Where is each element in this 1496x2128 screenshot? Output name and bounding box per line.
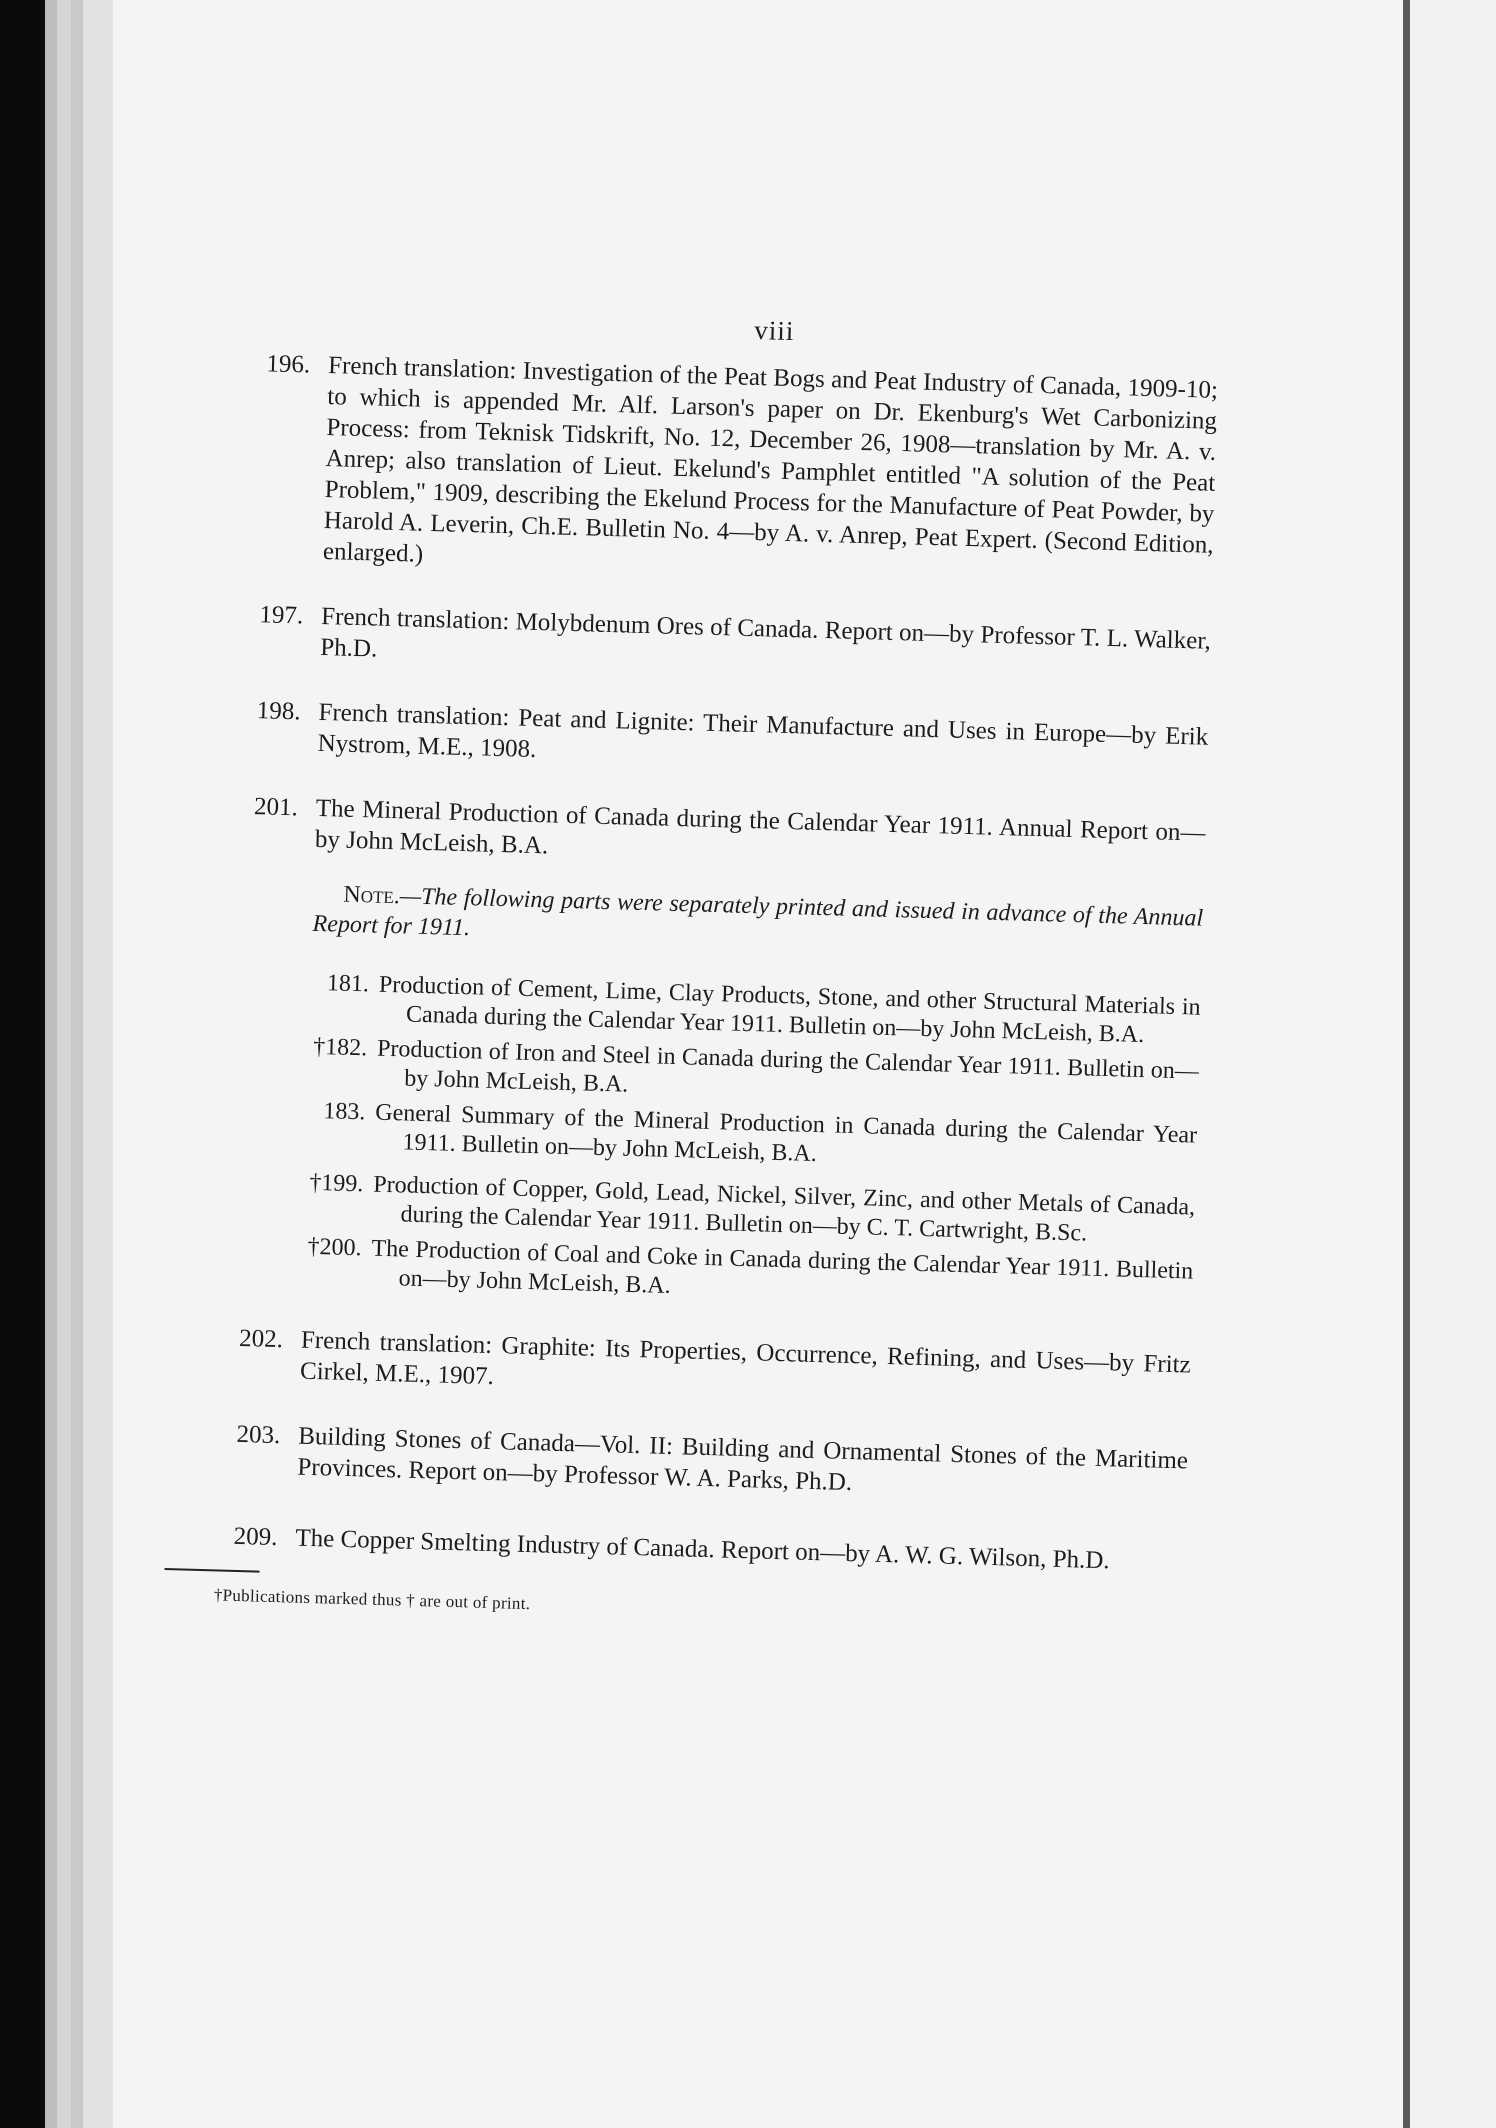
entry-number: 201. (253, 793, 299, 822)
entry-text: The Copper Smelting Industry of Canada. Report on—by A. W. G. Wilson, Ph.D. (295, 1524, 1110, 1575)
book-gutter (1403, 0, 1410, 2128)
entry-text: French translation: Investigation of the Peat Bogs and Peat Industry of Canada, 1909-10; to which is appended Mr. Alf. Larson's paper on Dr. Ekenburg's Wet Carbonizing Process: from Teknisk Tidskrift, No. 12, December 26, 1908—translation by Mr. A. v. Anrep; also translation of Lieut. Ekelund's Pamphlet entitled "A solution of the Peat Problem," 1909, describing the Ekelund Process for the Manufacture of Peat Powder, by Harold A. Leverin, Ch.E. Bulletin No. 4—by A. v. Anrep, Peat Expert. (Second Edition, enlarged.) (322, 352, 1219, 568)
entry-text: French translation: Molybdenum Ores of Canada. Report on—by Professor T. L. Walker, Ph.D. (319, 602, 1212, 663)
sub-entry-number: †199. (309, 1169, 364, 1198)
page-stack-edge (71, 0, 83, 2128)
entry-number: 197. (259, 601, 304, 630)
entry-text: The Mineral Production of Canada during the Calendar Year 1911. Annual Report on—by John McLeish, B.A. (314, 794, 1206, 860)
sub-entry-text: General Summary of the Mineral Production in Canada during the Calendar Year 1911. Bulletin on—by John McLeish, B.A. (375, 1099, 1198, 1167)
sub-entry-list (192, 966, 1201, 1316)
publication-entry (207, 694, 1208, 784)
publication-entry (205, 790, 1206, 880)
note-lead: Note. (343, 881, 401, 910)
sub-entry-text: Production of Iron and Steel in Canada during the Calendar Year 1911. Bulletin on—by John McLeish, B.A. (376, 1035, 1200, 1098)
entry-text: French translation: Peat and Lignite: Their Manufacture and Uses in Europe—by Erik Nystrom, M.E., 1908. (317, 698, 1209, 764)
entry-number: 196. (266, 350, 311, 379)
publication-entry (187, 1418, 1188, 1508)
sub-entry-text: Production of Copper, Gold, Lead, Nickel, Silver, Zinc, and other Metals of Canada, during the Calendar Year 1911. Bulletin on—by C. T. Cartwright, B.Sc. (372, 1171, 1196, 1247)
publication-entry (190, 1322, 1191, 1412)
sub-entry-text: The Production of Coal and Coke in Canada during the Calendar Year 1911. Bulletin on—by John McLeish, B.A. (371, 1235, 1194, 1299)
publication-entry (213, 347, 1219, 592)
entry-number: 209. (233, 1522, 278, 1552)
entry-number: 202. (238, 1324, 284, 1354)
page-stack-edge (45, 0, 57, 2128)
publication-entry (185, 1520, 1185, 1579)
entry-number: 198. (256, 697, 301, 726)
sub-entry-number: †182. (312, 1033, 368, 1062)
page-content (184, 300, 1220, 1632)
entry-number: 203. (236, 1420, 281, 1450)
footnote: †Publications marked thus † are out of print. (213, 1585, 531, 1614)
sub-entry-number: †200. (307, 1233, 362, 1262)
publication-entry (210, 598, 1211, 688)
sub-entry-number: 183. (323, 1098, 366, 1126)
facing-page (1410, 0, 1496, 2128)
sub-entry-text: Production of Cement, Lime, Clay Products, Stone, and other Structural Materials in Canada during the Calendar Year 1911. Bulletin on—by John McLeish, B.A. (378, 971, 1201, 1049)
page-stack-edge (57, 0, 71, 2128)
entry-text: French translation: Graphite: Its Properties, Occurrence, Refining, and Uses—by Fritz Cirkel, M.E., 1907. (299, 1326, 1192, 1391)
sub-entry-number: 181. (326, 970, 370, 998)
note-text: —The following parts were separately printed and issued in advance of the Annual Report for 1911. (312, 883, 1204, 942)
page-stack-edge (83, 0, 113, 2128)
page-number: viii (753, 314, 795, 347)
note-paragraph (202, 876, 1203, 964)
entry-text: Building Stones of Canada—Vol. II: Building and Ornamental Stones of the Maritime Provinces. Report on—by Professor W. A. Parks, Ph.D. (297, 1422, 1189, 1497)
